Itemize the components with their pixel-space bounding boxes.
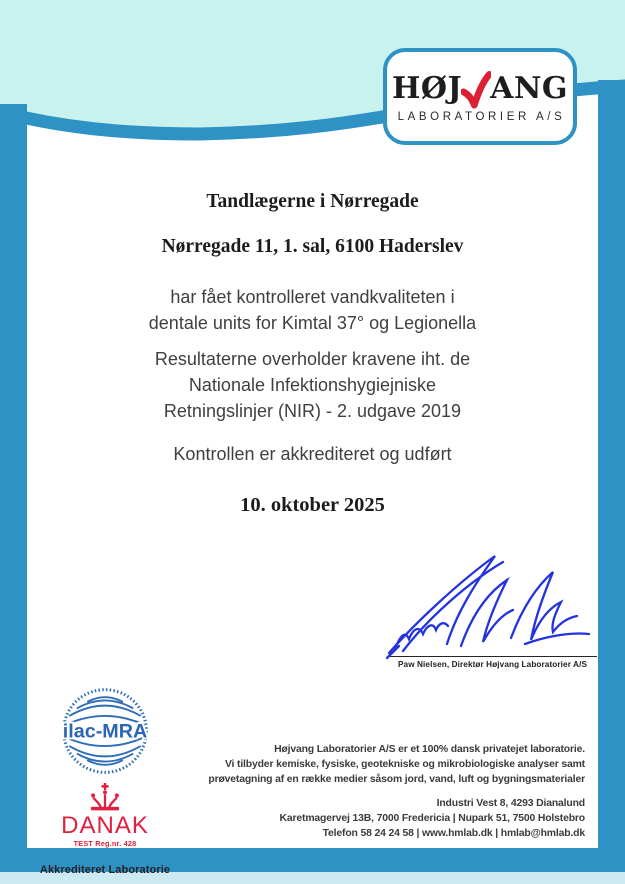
hojvang-logo xyxy=(383,48,577,145)
signature-caption: Paw Nielsen, Direktør Højvang Laboratorier A/S xyxy=(397,660,588,669)
logo-word-left: HØJ xyxy=(392,70,463,106)
hojvang-logo-wordmark xyxy=(392,71,568,104)
logo-word-right: ANG xyxy=(490,70,568,106)
footer-info-block xyxy=(0,742,585,841)
accredited-laboratory-label: Akkrediteret Laboratorie xyxy=(39,864,171,876)
paragraph-line: har fået kontrolleret vandkvaliteten i xyxy=(170,287,455,307)
footer-address-line: Industri Vest 8, 4293 Dianalund xyxy=(436,798,585,809)
paragraph-line: Retningslinjer (NIR) - 2. udgave 2019 xyxy=(163,401,462,421)
red-checkmark-icon xyxy=(461,71,491,111)
footer-address-line: Karetmagervej 13B, 7000 Fredericia | Nupark 51, 7500 Holstebro xyxy=(279,813,585,824)
footer-about-line: prøvetagning af en række medier såsom jord, vand, luft og bygningsmaterialer xyxy=(208,774,585,785)
paragraph-line: Nationale Infektionshygiejniske xyxy=(188,375,437,395)
danak-registration-number: TEST Reg.nr. 428 xyxy=(73,839,137,848)
signature-scribble xyxy=(383,550,595,660)
certificate-paragraph-2 xyxy=(28,346,597,424)
paragraph-line: dentale units for Kimtal 37° og Legionella xyxy=(148,313,477,333)
paragraph-line: Resultaterne overholder kravene iht. de xyxy=(154,349,471,369)
page-border-right xyxy=(598,80,625,872)
logo-subtitle: LABORATORIER A/S xyxy=(397,110,566,123)
footer-about-line: Højvang Laboratorier A/S er et 100% dansk privatejet laboratorie. xyxy=(274,744,585,755)
recipient-address: Nørregade 11, 1. sal, 6100 Haderslev xyxy=(161,236,464,257)
certificate-paragraph-3: Kontrollen er akkrediteret og udført xyxy=(173,444,452,464)
footer-address-line: Telefon 58 24 24 58 | www.hmlab.dk | hmlab@hmlab.dk xyxy=(322,828,585,839)
recipient-name: Tandlægerne i Nørregade xyxy=(206,191,419,212)
svg-text:ilac-MRA: ilac-MRA xyxy=(62,720,148,743)
certificate-date: 10. oktober 2025 xyxy=(240,494,385,516)
certificate-paragraph-1 xyxy=(28,284,597,336)
footer-about-line: Vi tilbyder kemiske, fysiske, geotekniske og mikrobiologiske analyser samt xyxy=(224,759,585,770)
danak-wordmark: DANAK xyxy=(61,812,149,839)
